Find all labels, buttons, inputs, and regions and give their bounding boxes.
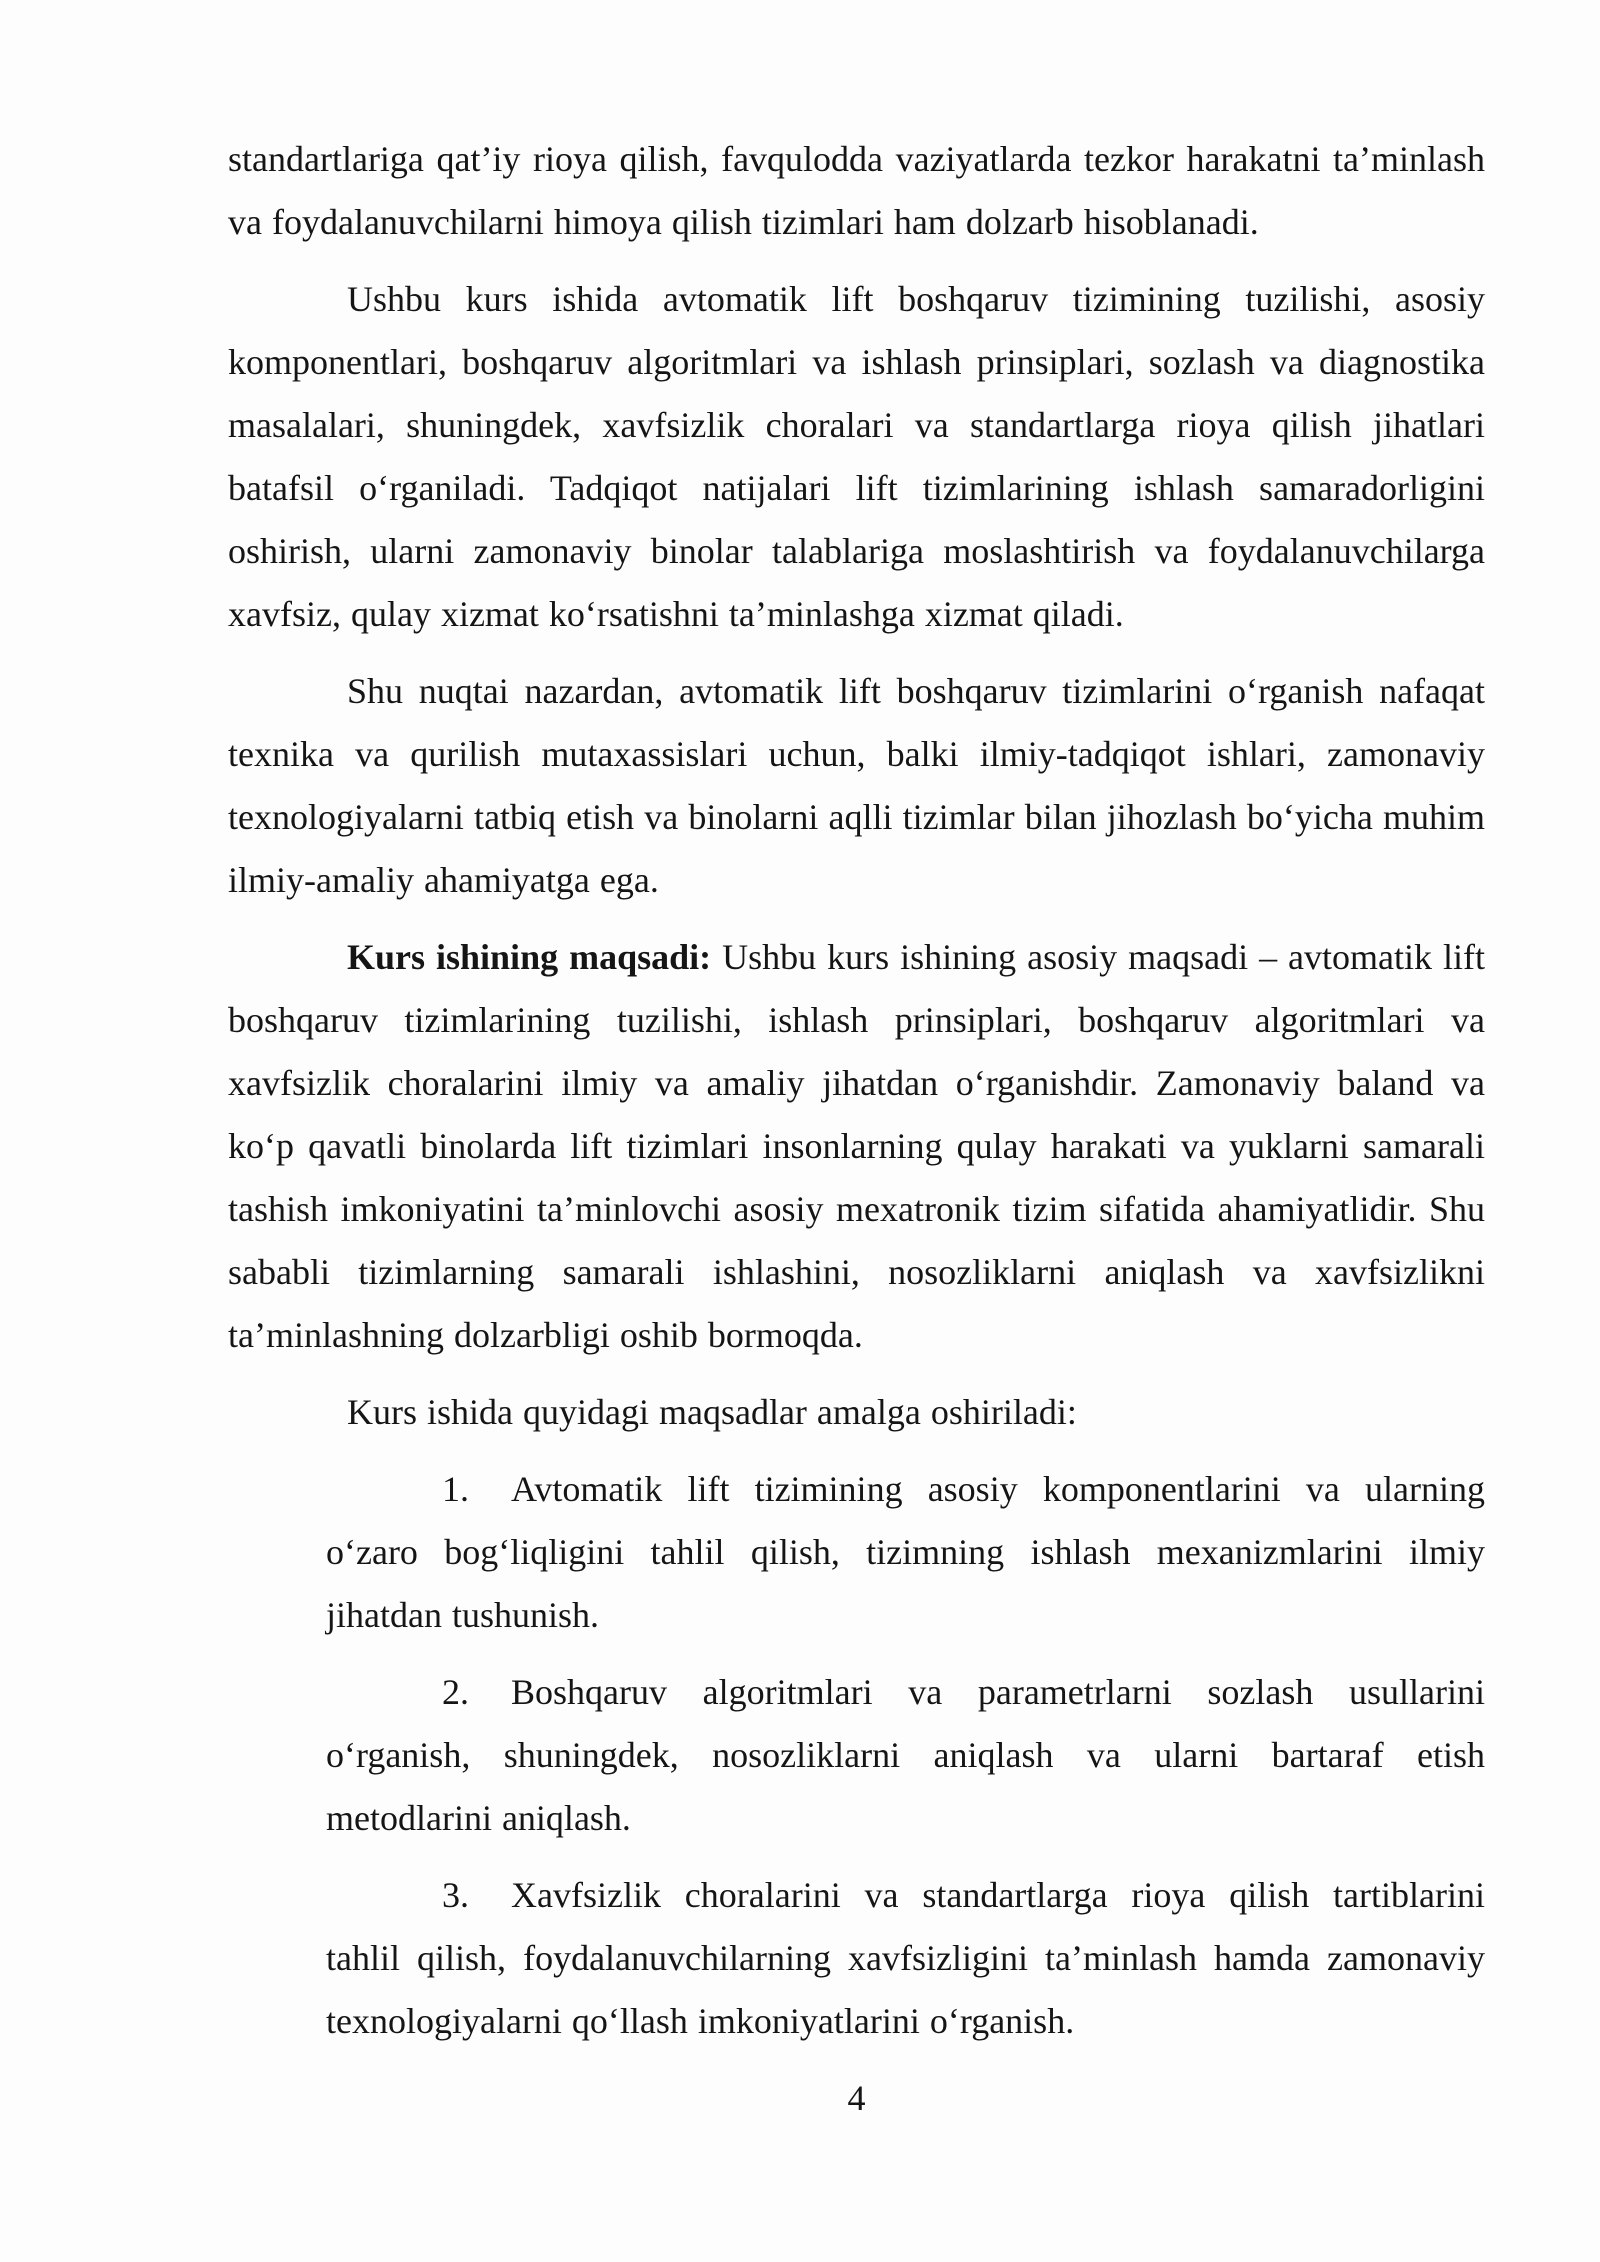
list-item xyxy=(326,1458,1485,1647)
paragraph: Shu nuqtai nazardan, avtomatik lift boshqaruv tizimlarini o‘rganish nafaqat texnika va qurilish mutaxassislari uchun, balki ilmiy-tadqiqot ishlari, zamonaviy texnologiyalarni tatbiq etish va binolarni aqlli tizimlar bilan jihozlash bo‘yicha muhim ilmiy-amaliy ahamiyatga ega. xyxy=(228,671,1485,900)
list-item-text: Avtomatik lift tizimining asosiy komponentlarini va ularning o‘zaro bog‘liqligini tahlil qilish, tizimning ishlash mexanizmlarini ilmiy jihatdan tushunish. xyxy=(326,1469,1485,1635)
paragraph: Ushbu kurs ishida avtomatik lift boshqaruv tizimining tuzilishi, asosiy komponentlari, boshqaruv algoritmlari va ishlash prinsiplari, sozlash va diagnostika masalalari, shuningdek, xavfsizlik choralari va standartlarga rioya qilish jihatlari batafsil o‘rganiladi. Tadqiqot natijalari lift tizimlarining ishlash samaradorligini oshirish, ularni zamonaviy binolar talablariga moslashtirish va foydalanuvchilarga xavfsiz, qulay xizmat ko‘rsatishni ta’minlashga xizmat qiladi. xyxy=(228,279,1485,634)
list-item-number: 3. xyxy=(442,1875,469,1915)
list-item-text: Xavfsizlik choralarini va standartlarga rioya qilish tartiblarini tahlil qilish, foydalanuvchilarning xavfsizligini ta’minlash hamda zamonaviy texnologiyalarni qo‘llash imkoniyatlarini o‘rganish. xyxy=(326,1875,1485,2041)
list-item-number: 2. xyxy=(442,1672,469,1712)
page-number: 4 xyxy=(847,2078,866,2118)
paragraph-bold-lead: Kurs ishining maqsadi: xyxy=(347,937,712,977)
paragraph-continuation: standartlariga qat’iy rioya qilish, favqulodda vaziyatlarda tezkor harakatni ta’minlash va foydalanuvchilarni himoya qilish tizimlari ham dolzarb hisoblanadi. xyxy=(228,139,1485,242)
paragraph-list-intro: Kurs ishida quyidagi maqsadlar amalga oshiriladi: xyxy=(347,1392,1077,1432)
list-item xyxy=(326,1864,1485,2053)
paragraph xyxy=(228,926,1485,1367)
paragraph-text: Ushbu kurs ishining asosiy maqsadi – avtomatik lift boshqaruv tizimlarining tuzilishi, ishlash prinsiplari, boshqaruv algoritmlari va xavfsizlik choralarini ilmiy va amaliy jihatdan o‘rganishdir. Zamonaviy baland va ko‘p qavatli binolarda lift tizimlari insonlarning qulay harakati va yuklarni samarali tashish imkoniyatini ta’minlovchi asosiy mexatronik tizim sifatida ahamiyatlidir. Shu sababli tizimlarning samarali ishlashini, nosozliklarni aniqlash va xavfsizlikni ta’minlashning dolzarbligi oshib bormoqda. xyxy=(228,937,1486,1355)
list-item-text: Boshqaruv algoritmlari va parametrlarni sozlash usullarini o‘rganish, shuningdek, nosozliklarni aniqlash va ularni bartaraf etish metodlarini aniqlash. xyxy=(326,1672,1485,1838)
list-item-number: 1. xyxy=(442,1469,469,1509)
list-item xyxy=(326,1661,1485,1850)
